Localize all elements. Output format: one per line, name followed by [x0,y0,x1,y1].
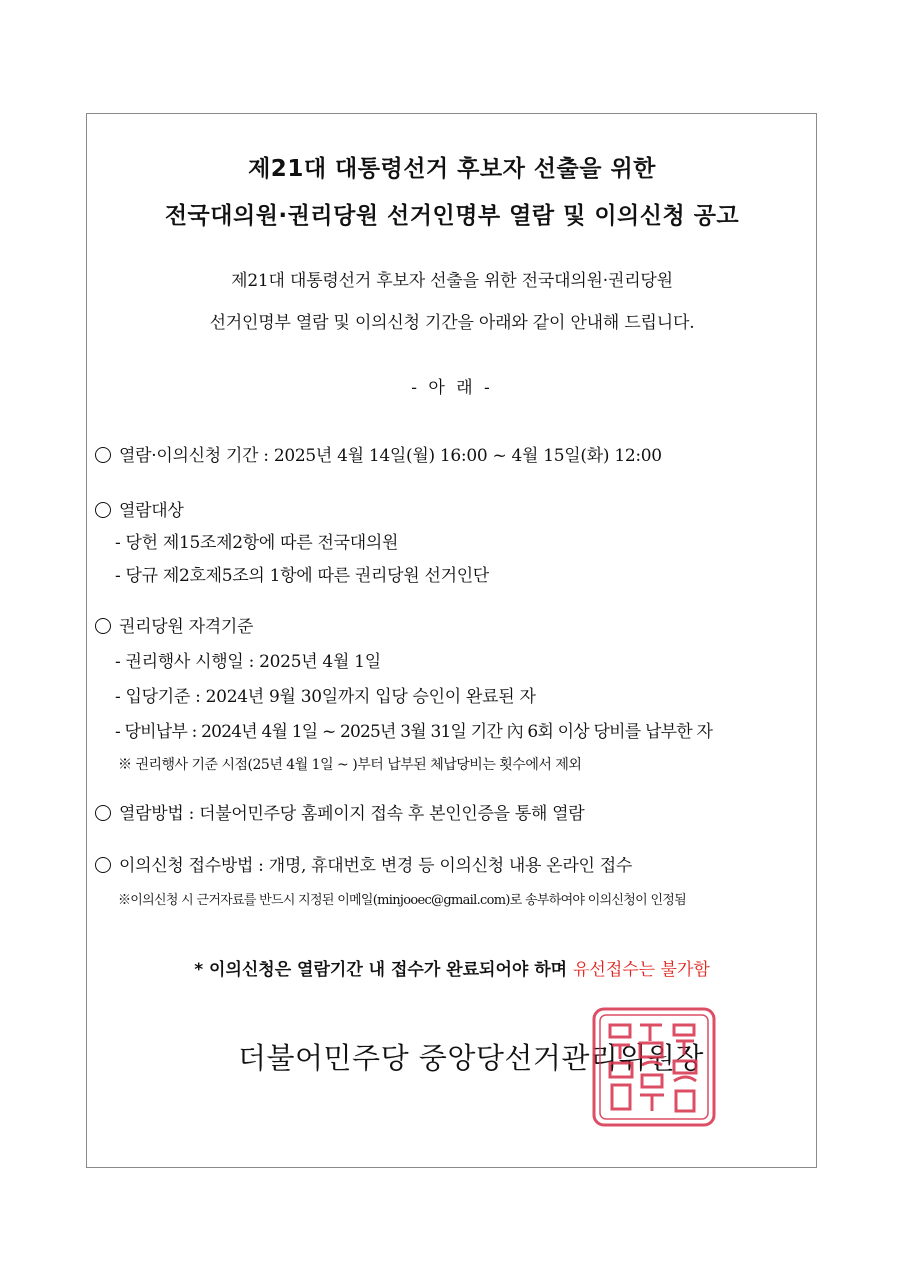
warning-text [0,955,904,980]
method-item [95,799,584,824]
objection-note: ※이의신청 시 근거자료를 반드시 지정된 이메일(minjooec@gmail.com)로 송부하여야 이의신청이 인정됨 [118,893,687,908]
targets-heading-text: 열람대상 [119,501,184,521]
circle-bullet-icon [95,447,111,463]
title-line-1: 제21대 대통령선거 후보자 선출을 위한 [248,156,656,182]
official-seal-icon [590,1005,718,1129]
intro-line-2: 선거인명부 열람 및 이의신청 기간을 아래와 같이 안내해 드립니다. [209,313,695,333]
below-heading: - 아 래 - [411,378,493,398]
objection-item [95,851,632,876]
qualification-note: ※ 권리행사 기준 시점(25년 4월 1일 ~ )부터 납부된 체납당비는 횟수에서 제외 [118,757,582,773]
qualification-heading-text: 권리당원 자격기준 [119,617,254,637]
circle-bullet-icon [95,502,111,518]
qualification-heading [95,612,253,637]
target-item: - 당규 제2호제5조의 1항에 따른 권리당원 선거인단 [115,566,489,586]
intro-line-1: 제21대 대통령선거 후보자 선출을 위한 전국대의원·권리당원 [231,271,673,291]
targets-heading [95,496,184,521]
qualification-item: - 당비납부 : 2024년 4월 1일 ~ 2025년 3월 31일 기간 內 6회 이상 당비를 납부한 자 [115,722,713,742]
method-text: 열람방법 : 더불어민주당 홈페이지 접속 후 본인인증을 통해 열람 [119,804,585,824]
title-line-2: 전국대의원·권리당원 선거인명부 열람 및 이의신청 공고 [164,203,740,229]
circle-bullet-icon [95,618,111,634]
warning-main: * 이의신청은 열람기간 내 접수가 완료되어야 하며 [194,960,573,980]
signature: 더불어민주당 중앙당선거관리위원장 [238,1041,704,1075]
qualification-item: - 입당기준 : 2024년 9월 30일까지 입당 승인이 완료된 자 [115,687,536,707]
period-text: 열람·이의신청 기간 : 2025년 4월 14일(월) 16:00 ~ 4월 15일(화) 12:00 [119,446,662,466]
period-item [95,441,662,466]
target-item: - 당헌 제15조제2항에 따른 전국대의원 [115,533,399,553]
circle-bullet-icon [95,857,111,873]
circle-bullet-icon [95,805,111,821]
objection-text: 이의신청 접수방법 : 개명, 휴대번호 변경 등 이의신청 내용 온라인 접수 [119,856,632,876]
qualification-item: - 권리행사 시행일 : 2025년 4월 1일 [115,652,381,672]
warning-red: 유선접수는 불가함 [572,960,710,980]
